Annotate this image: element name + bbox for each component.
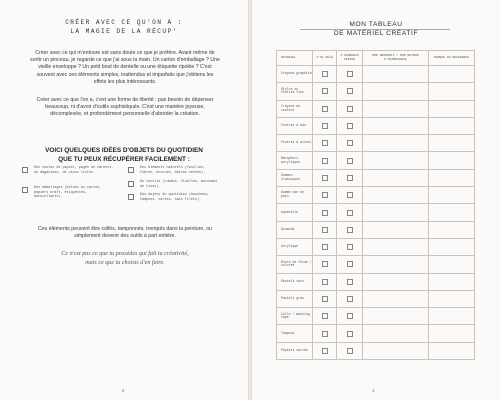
to-test-cell xyxy=(337,256,363,273)
feedback-cell[interactable] xyxy=(363,152,429,169)
owned-checkbox[interactable] xyxy=(322,175,328,181)
material-name: Colle / masking tape xyxy=(277,308,313,325)
brand-cell[interactable] xyxy=(429,204,475,221)
left-page-number: 5 xyxy=(122,388,125,393)
material-name: Pastels secs xyxy=(277,273,313,290)
to-test-checkbox[interactable] xyxy=(347,244,353,250)
object-item xyxy=(128,180,220,189)
material-name: Crayons de couleur xyxy=(277,100,313,117)
owned-checkbox[interactable] xyxy=(322,296,328,302)
to-test-cell xyxy=(337,187,363,204)
material-name: Gomme mie de pain xyxy=(277,187,313,204)
brand-cell[interactable] xyxy=(429,83,475,100)
feedback-cell[interactable] xyxy=(363,290,429,307)
table-row xyxy=(277,308,475,325)
table-row xyxy=(277,117,475,134)
col-header-brand: MARQUE OU RÉFÉRENCE xyxy=(429,51,475,66)
to-test-checkbox[interactable] xyxy=(347,296,353,302)
owned-cell xyxy=(313,308,337,325)
to-test-checkbox[interactable] xyxy=(347,123,353,129)
to-test-cell xyxy=(337,273,363,290)
to-test-checkbox[interactable] xyxy=(347,348,353,354)
table-row xyxy=(277,290,475,307)
to-test-checkbox[interactable] xyxy=(347,175,353,181)
to-test-checkbox[interactable] xyxy=(347,158,353,164)
object-checkbox[interactable] xyxy=(22,187,28,193)
owned-checkbox[interactable] xyxy=(322,158,328,164)
owned-cell xyxy=(313,135,337,152)
to-test-checkbox[interactable] xyxy=(347,88,353,94)
to-test-cell xyxy=(337,290,363,307)
to-test-checkbox[interactable] xyxy=(347,331,353,337)
objects-list xyxy=(22,166,232,212)
right-title-line2: DE MATÉRIEL CRÉATIF xyxy=(333,30,419,37)
object-text: Du textile (rubans, ficelles, morceaux de tissu). xyxy=(140,180,218,189)
owned-checkbox[interactable] xyxy=(322,261,328,267)
to-test-checkbox[interactable] xyxy=(347,106,353,112)
material-name: Aquarelle xyxy=(277,204,313,221)
to-test-cell xyxy=(337,117,363,134)
owned-cell xyxy=(313,290,337,307)
table-header-row xyxy=(277,51,475,66)
brand-cell[interactable] xyxy=(429,117,475,134)
material-name: Marqueurs acryliques xyxy=(277,152,313,169)
owned-cell xyxy=(313,152,337,169)
to-test-cell xyxy=(337,152,363,169)
material-name: Acrylique xyxy=(277,238,313,255)
owned-checkbox[interactable] xyxy=(322,313,328,319)
owned-cell xyxy=(313,169,337,186)
owned-cell xyxy=(313,66,337,83)
owned-checkbox[interactable] xyxy=(322,123,328,129)
feedback-cell[interactable] xyxy=(363,83,429,100)
feedback-cell[interactable] xyxy=(363,100,429,117)
material-name: Papiers variés xyxy=(277,342,313,359)
feedback-cell[interactable] xyxy=(363,66,429,83)
material-table xyxy=(276,50,475,360)
feedback-cell[interactable] xyxy=(363,342,429,359)
freedom-paragraph: Créer avec ce que l'on a, c'est une forme de liberté : pas besoin de dépenser beaucoup, ni d'avoir d'outils sophistiqués. C'est une manière joyeuse, décomplexée, et profondément personnelle d'aborder la création. xyxy=(36,97,214,118)
material-name: Gommes classiques xyxy=(277,169,313,186)
object-text: Des emballages (bolduc ou carton, papiers kraft, étiquettes, autocollants). xyxy=(34,186,102,200)
to-test-cell xyxy=(337,238,363,255)
object-item xyxy=(22,166,114,175)
feedback-cell[interactable] xyxy=(363,256,429,273)
to-test-cell xyxy=(337,66,363,83)
object-checkbox[interactable] xyxy=(22,167,28,173)
to-test-cell xyxy=(337,169,363,186)
material-name: Encre de Chine / colorée xyxy=(277,256,313,273)
owned-checkbox[interactable] xyxy=(322,140,328,146)
feedback-cell[interactable] xyxy=(363,221,429,238)
owned-checkbox[interactable] xyxy=(322,227,328,233)
feedback-cell[interactable] xyxy=(363,169,429,186)
quote-line1: Ce n'est pas ce que tu possèdes qui fait ta créativité, xyxy=(61,251,189,257)
table-row xyxy=(277,169,475,186)
material-name: Tampons xyxy=(277,325,313,342)
table-row xyxy=(277,342,475,359)
table-row xyxy=(277,152,475,169)
table-row xyxy=(277,204,475,221)
brand-cell[interactable] xyxy=(429,187,475,204)
table-row xyxy=(277,83,475,100)
brand-cell[interactable] xyxy=(429,342,475,359)
owned-cell xyxy=(313,221,337,238)
table-row xyxy=(277,187,475,204)
object-checkbox[interactable] xyxy=(128,167,134,173)
feedback-cell[interactable] xyxy=(363,204,429,221)
to-test-checkbox[interactable] xyxy=(347,71,353,77)
table-row xyxy=(277,273,475,290)
to-test-checkbox[interactable] xyxy=(347,313,353,319)
table-row xyxy=(277,100,475,117)
owned-cell xyxy=(313,204,337,221)
brand-cell[interactable] xyxy=(429,238,475,255)
to-test-checkbox[interactable] xyxy=(347,261,353,267)
material-name: Stylos ou feutres fins xyxy=(277,83,313,100)
to-test-checkbox[interactable] xyxy=(347,210,353,216)
col-header-feedback: MON RESSENTI / MON RETOUR D'EXPÉRIENCE xyxy=(363,51,429,66)
object-text: Des chutes de papier, pages de carnets, de magazines, de vieux livres. xyxy=(34,166,114,175)
to-test-cell xyxy=(337,100,363,117)
ideas-heading-line2: QUE TU PEUX RÉCUPÉRER FACILEMENT : xyxy=(58,156,190,163)
to-test-checkbox[interactable] xyxy=(347,192,353,198)
brand-cell[interactable] xyxy=(429,100,475,117)
to-test-checkbox[interactable] xyxy=(347,279,353,285)
owned-cell xyxy=(313,273,337,290)
owned-cell xyxy=(313,117,337,134)
to-test-checkbox[interactable] xyxy=(347,140,353,146)
object-item xyxy=(22,186,114,200)
owned-cell xyxy=(313,238,337,255)
right-page-number: 4 xyxy=(372,388,375,393)
material-name: Pastels gras xyxy=(277,290,313,307)
usage-paragraph: Ces éléments peuvent être collés, tamponnés, trempés dans la peinture, ou simplement devenir des outils à part entière. xyxy=(38,226,212,240)
brand-cell[interactable] xyxy=(429,256,475,273)
table-row xyxy=(277,221,475,238)
to-test-checkbox[interactable] xyxy=(347,227,353,233)
owned-checkbox[interactable] xyxy=(322,88,328,94)
object-checkbox[interactable] xyxy=(128,194,134,200)
feedback-cell[interactable] xyxy=(363,238,429,255)
feedback-cell[interactable] xyxy=(363,273,429,290)
to-test-cell xyxy=(337,83,363,100)
brand-cell[interactable] xyxy=(429,152,475,169)
brand-cell[interactable] xyxy=(429,273,475,290)
owned-cell xyxy=(313,83,337,100)
object-item xyxy=(128,193,220,202)
object-text: Des éléments naturels (feuilles, fibres, écorces, bâtons séchés). xyxy=(140,166,206,175)
owned-checkbox[interactable] xyxy=(322,244,328,250)
feedback-cell[interactable] xyxy=(363,187,429,204)
to-test-cell xyxy=(337,308,363,325)
brand-cell[interactable] xyxy=(429,325,475,342)
owned-cell xyxy=(313,100,337,117)
owned-cell xyxy=(313,342,337,359)
quote-line2: mais ce que tu choisis d'en faire. xyxy=(85,260,165,266)
to-test-cell xyxy=(337,342,363,359)
material-name: Gouache xyxy=(277,221,313,238)
left-title-line2: LA MAGIE DE LA RÉCUP' xyxy=(70,28,178,35)
brand-cell[interactable] xyxy=(429,308,475,325)
object-item xyxy=(128,166,220,175)
feedback-cell[interactable] xyxy=(363,308,429,325)
feedback-cell[interactable] xyxy=(363,135,429,152)
right-title-line1: MON TABLEAU xyxy=(349,21,403,28)
material-name: Feutres à eau xyxy=(277,117,313,134)
to-test-cell xyxy=(337,221,363,238)
owned-checkbox[interactable] xyxy=(322,71,328,77)
owned-cell xyxy=(313,256,337,273)
owned-checkbox[interactable] xyxy=(322,192,328,198)
left-title-line1: CRÉER AVEC CE QU'ON A : xyxy=(65,19,183,26)
to-test-cell xyxy=(337,325,363,342)
owned-cell xyxy=(313,187,337,204)
owned-checkbox[interactable] xyxy=(322,106,328,112)
table-row xyxy=(277,325,475,342)
table-row xyxy=(277,256,475,273)
col-header-to-test: J'AIMERAIS TESTER xyxy=(337,51,363,66)
owned-checkbox[interactable] xyxy=(322,348,328,354)
brand-cell[interactable] xyxy=(429,290,475,307)
to-test-cell xyxy=(337,135,363,152)
object-checkbox[interactable] xyxy=(128,181,134,187)
feedback-cell[interactable] xyxy=(363,117,429,134)
to-test-cell xyxy=(337,204,363,221)
brand-cell[interactable] xyxy=(429,169,475,186)
owned-checkbox[interactable] xyxy=(322,279,328,285)
material-name: Crayons graphite xyxy=(277,66,313,83)
object-text: Des objets du quotidien (bouchons, tampons, cartes, sacs filets). xyxy=(140,193,210,202)
col-header-owned: J'AI DÉJÀ xyxy=(313,51,337,66)
feedback-cell[interactable] xyxy=(363,325,429,342)
table-row xyxy=(277,238,475,255)
ideas-heading-line1: VOICI QUELQUES IDÉES D'OBJETS DU QUOTIDIEN xyxy=(45,147,203,154)
material-name: Feutres à alcool xyxy=(277,135,313,152)
table-row xyxy=(277,66,475,83)
brand-cell[interactable] xyxy=(429,221,475,238)
owned-cell xyxy=(313,325,337,342)
table-row xyxy=(277,135,475,152)
owned-checkbox[interactable] xyxy=(322,331,328,337)
brand-cell[interactable] xyxy=(429,135,475,152)
col-header-material: MATÉRIEL xyxy=(277,51,313,66)
intro-paragraph: Créer avec ce qui m'entoure est sans doute ce que je préfère. Avant même de sortir un pinceau, je regarde ce que j'ai sous la main. Un carton d'emballage ? Une vieille enveloppe ? Un petit bout de dentelle ou une étiquette ripolée ? C'est souvent avec ces éléments simples, inattendus et imparfaits que j'obtiens les effets les plus intéressants. xyxy=(30,50,220,85)
brand-cell[interactable] xyxy=(429,66,475,83)
owned-checkbox[interactable] xyxy=(322,210,328,216)
